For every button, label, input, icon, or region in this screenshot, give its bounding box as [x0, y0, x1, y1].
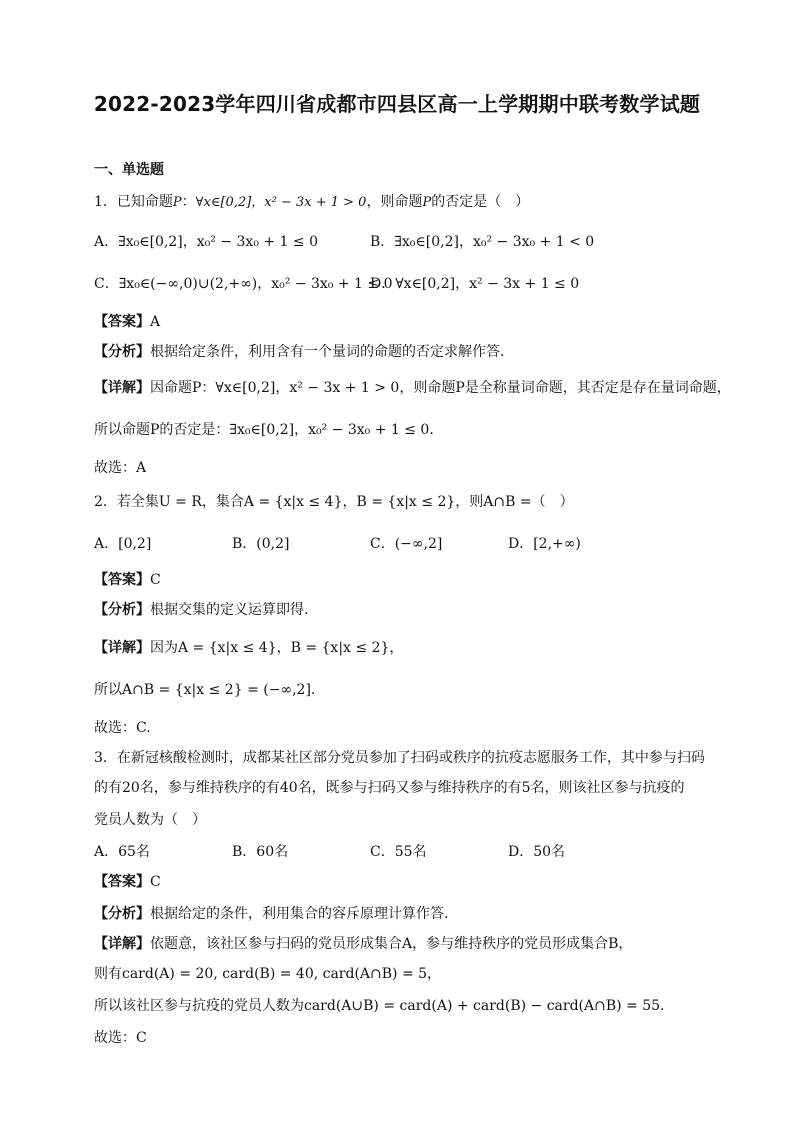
q1-analysis — [94, 342, 504, 362]
q3-detail-2: 则有card(A) = 20, card(B) = 40, card(A∩B) = 5， — [94, 966, 442, 982]
q1-option-d: D．∀x∈[0,2]，x² − 3x + 1 ≤ 0 — [370, 276, 580, 292]
q2-analysis — [94, 600, 308, 620]
q3-option-a: A．65名 — [94, 844, 150, 860]
q1-stem-suffix: 的否定是（ ） — [431, 194, 530, 210]
analysis-tag: 【分析】 — [94, 344, 150, 360]
section-heading: 一、单选题 — [94, 162, 164, 178]
q2-answer — [94, 570, 161, 590]
q3-analysis — [94, 904, 448, 924]
detail-tag: 【详解】 — [94, 380, 150, 396]
detail-text: 因为A = {x|x ≤ 4}，B = {x|x ≤ 2}， — [150, 640, 404, 656]
q2-option-c: C．(−∞,2] — [370, 536, 443, 552]
detail-text: 依题意，该社区参与扫码的党员形成集合A，参与维持秩序的党员形成集合B， — [150, 936, 633, 952]
answer-value: A — [150, 314, 161, 330]
q2-option-a: A．[0,2] — [94, 536, 152, 552]
analysis-text: 根据交集的定义运算即得. — [150, 602, 309, 618]
q1-stem-prefix: 1．已知命题 — [94, 194, 173, 210]
q2-detail-1 — [94, 638, 403, 658]
answer-value: C — [150, 572, 161, 588]
q1-choose: 故选：A — [94, 460, 147, 476]
detail-text: 因命题P：∀x∈[0,2]，x² − 3x + 1 > 0，则命题P是全称量词命题，其否定是存在量词命题， — [150, 380, 731, 396]
detail-tag: 【详解】 — [94, 640, 150, 656]
analysis-tag: 【分析】 — [94, 906, 150, 922]
answer-tag: 【答案】 — [94, 572, 150, 588]
analysis-text: 根据给定条件，利用含有一个量词的命题的否定求解作答. — [150, 344, 505, 360]
q1-detail-1 — [94, 378, 731, 398]
q1-option-c: C．∃x₀∈(−∞,0)∪(2,+∞)，x₀² − 3x₀ + 1 ≤ 0 — [94, 276, 393, 292]
analysis-tag: 【分析】 — [94, 602, 150, 618]
q1-stem-p: P — [172, 195, 182, 210]
answer-tag: 【答案】 — [94, 874, 150, 890]
q3-stem-1: 3．在新冠核酸检测时，成都某社区部分党员参加了扫码或秩序的抗疫志愿服务工作，其中参与扫码 — [94, 750, 705, 766]
q3-option-b: B．60名 — [232, 844, 289, 860]
q1-option-a: A．∃x₀∈[0,2]，x₀² − 3x₀ + 1 ≤ 0 — [94, 234, 319, 250]
q2-stem: 2．若全集U = R，集合A = {x|x ≤ 4}，B = {x|x ≤ 2}，则A∩B =（ ） — [94, 494, 574, 510]
answer-value: C — [150, 874, 161, 890]
q1-stem-mid: ，则命题 — [366, 194, 423, 210]
q2-detail-2: 所以A∩B = {x|x ≤ 2} = (−∞,2]. — [94, 682, 316, 698]
answer-tag: 【答案】 — [94, 314, 150, 330]
q2-option-d: D．[2,+∞) — [508, 536, 581, 552]
q2-option-b: B．(0,2] — [232, 536, 290, 552]
document-title: 2022-2023学年四川省成都市四县区高一上学期期中联考数学试题 — [93, 92, 701, 116]
q1-option-b: B．∃x₀∈[0,2]，x₀² − 3x₀ + 1 < 0 — [370, 234, 595, 250]
q1-stem-p2: P — [422, 195, 432, 210]
q3-choose: 故选：C — [94, 1030, 147, 1046]
q1-detail-2: 所以命题P的否定是：∃x₀∈[0,2]，x₀² − 3x₀ + 1 ≤ 0. — [94, 422, 434, 438]
analysis-text: 根据给定的条件，利用集合的容斥原理计算作答. — [150, 906, 449, 922]
q3-option-d: D．50名 — [508, 844, 566, 860]
q3-stem-3: 党员人数为（ ） — [94, 812, 206, 828]
q3-answer — [94, 872, 161, 892]
q2-choose: 故选：C. — [94, 720, 151, 736]
q3-detail-3: 所以该社区参与抗疫的党员人数为card(A∪B) = card(A) + card(B) − card(A∩B) = 55. — [94, 998, 665, 1014]
q1-stem — [94, 192, 529, 213]
q3-option-c: C．55名 — [370, 844, 427, 860]
q3-stem-2: 的有20名，参与维持秩序的有40名，既参与扫码又参与维持秩序的有5名，则该社区参与抗疫的 — [94, 780, 685, 796]
detail-tag: 【详解】 — [94, 936, 150, 952]
q1-stem-condition: ∀x∈[0,2]，x² − 3x + 1 > 0 — [195, 195, 367, 210]
q1-stem-colon: ： — [181, 194, 196, 210]
q3-detail-1 — [94, 934, 632, 954]
q1-answer — [94, 312, 160, 332]
